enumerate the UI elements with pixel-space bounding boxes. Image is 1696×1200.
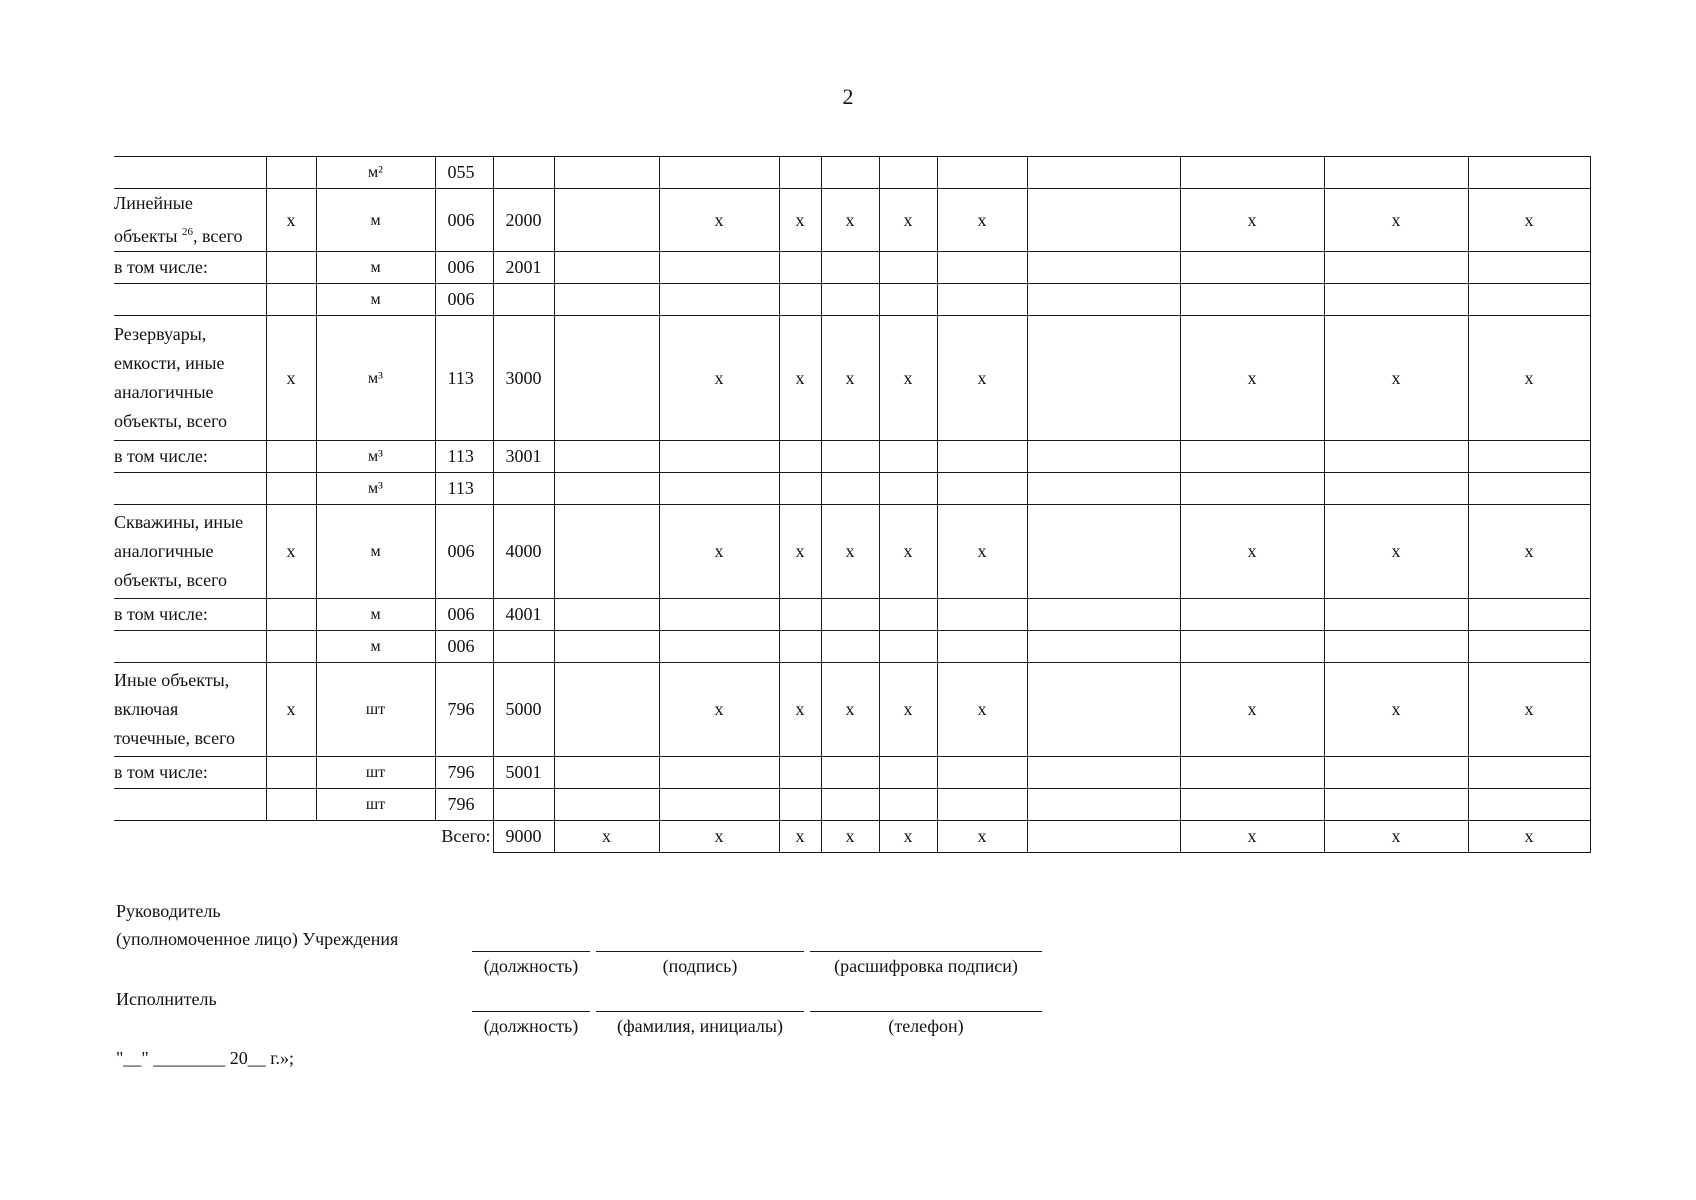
- head-signature-line: [596, 951, 804, 952]
- cell-c13: [1324, 757, 1468, 789]
- cell-c11: [1027, 473, 1180, 505]
- okei-code-cell: 006: [435, 599, 493, 631]
- cell-c14: x: [1468, 316, 1590, 441]
- cell-c8: [821, 252, 879, 284]
- cell-c11: [1027, 505, 1180, 599]
- cell-c8: [821, 757, 879, 789]
- report-table: [114, 156, 1591, 853]
- cell-c13: [1324, 157, 1468, 189]
- cell-c9: x: [879, 316, 937, 441]
- okei-code-cell: 006: [435, 252, 493, 284]
- cell-c11: [1027, 189, 1180, 252]
- okei-code-cell: 006: [435, 189, 493, 252]
- cell-c6: [659, 252, 779, 284]
- line-code-cell: 2001: [493, 252, 554, 284]
- total-cell-c7: x: [779, 821, 821, 853]
- cell-c14: x: [1468, 663, 1590, 757]
- cell-c12: [1180, 631, 1324, 663]
- unit-cell: м³: [316, 441, 435, 473]
- cell-col1: [266, 599, 316, 631]
- row-name-cell: в том числе:: [114, 441, 266, 473]
- total-cell-c14: x: [1468, 821, 1590, 853]
- cell-c13: x: [1324, 505, 1468, 599]
- cell-c14: [1468, 789, 1590, 821]
- cell-c14: [1468, 284, 1590, 316]
- row-name-line: емкости, иные: [114, 353, 225, 373]
- unit-cell: м: [316, 599, 435, 631]
- cell-col1: x: [266, 316, 316, 441]
- cell-c9: [879, 757, 937, 789]
- table-row: [114, 631, 1590, 663]
- table-row: [114, 252, 1590, 284]
- cell-c11: [1027, 441, 1180, 473]
- cell-c12: x: [1180, 189, 1324, 252]
- cell-c9: x: [879, 189, 937, 252]
- cell-c10: [937, 157, 1027, 189]
- line-code-cell: 2000: [493, 189, 554, 252]
- cell-c5: [554, 157, 659, 189]
- cell-c7: [779, 599, 821, 631]
- cell-c12: [1180, 599, 1324, 631]
- head-label-1: Руководитель: [116, 901, 221, 921]
- cell-c12: x: [1180, 316, 1324, 441]
- cell-c6: [659, 441, 779, 473]
- cell-c7: [779, 631, 821, 663]
- row-name-cell: [114, 189, 266, 252]
- total-cell-c6: x: [659, 821, 779, 853]
- exec-name-line: [596, 1011, 804, 1012]
- exec-caption-phone: (телефон): [888, 1016, 964, 1036]
- cell-c14: [1468, 631, 1590, 663]
- cell-c10: [937, 631, 1027, 663]
- total-cell-c10: x: [937, 821, 1027, 853]
- unit-cell: м: [316, 284, 435, 316]
- row-name-cell: [114, 316, 266, 441]
- cell-c5: [554, 757, 659, 789]
- cell-c8: [821, 473, 879, 505]
- executor-label: Исполнитель: [116, 989, 217, 1009]
- exec-phone-line: [810, 1011, 1042, 1012]
- cell-c9: [879, 284, 937, 316]
- cell-c9: [879, 441, 937, 473]
- cell-c13: [1324, 284, 1468, 316]
- cell-c8: [821, 284, 879, 316]
- row-name-cell: в том числе:: [114, 757, 266, 789]
- row-name-cell: [114, 663, 266, 757]
- table-row: [114, 789, 1590, 821]
- cell-c8: [821, 599, 879, 631]
- cell-c7: x: [779, 505, 821, 599]
- cell-c14: x: [1468, 505, 1590, 599]
- cell-c9: [879, 789, 937, 821]
- line-code-cell: 5000: [493, 663, 554, 757]
- line-code-cell: 4000: [493, 505, 554, 599]
- cell-c11: [1027, 316, 1180, 441]
- cell-c12: [1180, 473, 1324, 505]
- unit-cell: шт: [316, 663, 435, 757]
- total-cell-c9: x: [879, 821, 937, 853]
- cell-c13: [1324, 252, 1468, 284]
- exec-caption-name: (фамилия, инициалы): [617, 1016, 783, 1036]
- row-name-line: точечные, всего: [114, 728, 236, 748]
- cell-c8: x: [821, 316, 879, 441]
- total-line-code: 9000: [493, 821, 554, 853]
- unit-cell: шт: [316, 757, 435, 789]
- head-label-2: (уполномоченное лицо) Учреждения: [116, 929, 399, 949]
- row-name-cell: в том числе:: [114, 252, 266, 284]
- okei-code-cell: 006: [435, 631, 493, 663]
- cell-c5: [554, 663, 659, 757]
- cell-c9: x: [879, 505, 937, 599]
- row-name-line: Линейные: [114, 193, 193, 213]
- table-row: [114, 757, 1590, 789]
- cell-c5: [554, 473, 659, 505]
- row-name-cell: [114, 157, 266, 189]
- cell-c8: x: [821, 189, 879, 252]
- total-cell-c5: x: [554, 821, 659, 853]
- cell-c6: [659, 789, 779, 821]
- line-code-cell: [493, 473, 554, 505]
- head-position-line: [472, 951, 590, 952]
- table-body: [114, 157, 1590, 853]
- row-name-line: включая: [114, 699, 179, 719]
- cell-c10: [937, 757, 1027, 789]
- unit-cell: м²: [316, 157, 435, 189]
- cell-c5: [554, 316, 659, 441]
- cell-c9: [879, 631, 937, 663]
- cell-c12: x: [1180, 663, 1324, 757]
- cell-c5: [554, 789, 659, 821]
- table-row: [114, 441, 1590, 473]
- cell-col1: [266, 157, 316, 189]
- cell-c11: [1027, 663, 1180, 757]
- table-row: [114, 663, 1590, 757]
- cell-c7: [779, 441, 821, 473]
- cell-col1: [266, 284, 316, 316]
- okei-code-cell: 006: [435, 284, 493, 316]
- total-row: [114, 821, 1590, 853]
- cell-c13: x: [1324, 663, 1468, 757]
- exec-caption-position: (должность): [483, 1016, 579, 1036]
- okei-code-cell: 113: [435, 441, 493, 473]
- cell-c13: [1324, 441, 1468, 473]
- unit-cell: м: [316, 505, 435, 599]
- cell-c14: x: [1468, 189, 1590, 252]
- cell-c14: [1468, 473, 1590, 505]
- cell-c11: [1027, 599, 1180, 631]
- cell-c10: x: [937, 189, 1027, 252]
- cell-c6: x: [659, 505, 779, 599]
- head-caption-decoding: (расшифровка подписи): [834, 956, 1018, 976]
- cell-c10: x: [937, 663, 1027, 757]
- cell-c6: [659, 284, 779, 316]
- unit-cell: м: [316, 252, 435, 284]
- cell-c13: [1324, 631, 1468, 663]
- row-name-cell: [114, 631, 266, 663]
- cell-c6: x: [659, 663, 779, 757]
- exec-position-line: [472, 1011, 590, 1012]
- cell-c12: [1180, 284, 1324, 316]
- cell-c7: [779, 473, 821, 505]
- cell-c14: [1468, 757, 1590, 789]
- unit-cell: м: [316, 631, 435, 663]
- cell-col1: x: [266, 505, 316, 599]
- unit-cell: м: [316, 189, 435, 252]
- unit-cell: м³: [316, 473, 435, 505]
- cell-c7: [779, 284, 821, 316]
- line-code-cell: 3000: [493, 316, 554, 441]
- cell-c8: x: [821, 505, 879, 599]
- cell-c8: [821, 631, 879, 663]
- cell-c12: [1180, 789, 1324, 821]
- table-row: [114, 505, 1590, 599]
- cell-c6: [659, 473, 779, 505]
- cell-c5: [554, 599, 659, 631]
- cell-c7: [779, 789, 821, 821]
- cell-col1: [266, 441, 316, 473]
- cell-c12: x: [1180, 505, 1324, 599]
- cell-c10: [937, 789, 1027, 821]
- cell-c11: [1027, 631, 1180, 663]
- table-row: [114, 599, 1590, 631]
- row-name-cell: [114, 473, 266, 505]
- table-row: [114, 316, 1590, 441]
- cell-c9: [879, 473, 937, 505]
- line-code-cell: [493, 157, 554, 189]
- cell-col1: x: [266, 663, 316, 757]
- cell-c11: [1027, 757, 1180, 789]
- cell-c13: [1324, 599, 1468, 631]
- table-row: [114, 157, 1590, 189]
- total-cell-c11: [1027, 821, 1180, 853]
- row-name-text: объекты: [114, 226, 178, 246]
- okei-code-cell: 006: [435, 505, 493, 599]
- total-cell-c13: x: [1324, 821, 1468, 853]
- row-name-line: аналогичные: [114, 541, 214, 561]
- cell-col1: [266, 757, 316, 789]
- cell-c10: [937, 441, 1027, 473]
- cell-col1: [266, 252, 316, 284]
- cell-c10: x: [937, 316, 1027, 441]
- cell-c6: x: [659, 189, 779, 252]
- cell-c8: x: [821, 663, 879, 757]
- cell-c7: [779, 157, 821, 189]
- row-name-line: аналогичные: [114, 382, 214, 402]
- cell-col1: x: [266, 189, 316, 252]
- cell-c5: [554, 189, 659, 252]
- okei-code-cell: 113: [435, 316, 493, 441]
- cell-c13: x: [1324, 316, 1468, 441]
- okei-code-cell: 113: [435, 473, 493, 505]
- cell-c12: [1180, 252, 1324, 284]
- cell-c10: [937, 473, 1027, 505]
- cell-c10: x: [937, 505, 1027, 599]
- cell-c5: [554, 505, 659, 599]
- cell-c11: [1027, 284, 1180, 316]
- cell-c12: [1180, 441, 1324, 473]
- cell-c6: x: [659, 316, 779, 441]
- cell-c14: [1468, 441, 1590, 473]
- cell-c8: [821, 441, 879, 473]
- cell-c9: [879, 252, 937, 284]
- cell-c14: [1468, 157, 1590, 189]
- cell-c5: [554, 441, 659, 473]
- unit-cell: шт: [316, 789, 435, 821]
- table-row: [114, 189, 1590, 252]
- cell-c7: x: [779, 189, 821, 252]
- line-code-cell: 4001: [493, 599, 554, 631]
- cell-c5: [554, 631, 659, 663]
- page-number: 2: [842, 84, 854, 109]
- table-row: [114, 284, 1590, 316]
- footnote-ref: 26: [181, 226, 193, 238]
- cell-c6: [659, 599, 779, 631]
- cell-c7: [779, 252, 821, 284]
- cell-c6: [659, 631, 779, 663]
- line-code-cell: [493, 284, 554, 316]
- okei-code-cell: 796: [435, 757, 493, 789]
- row-name-line: [114, 218, 262, 251]
- unit-cell: м³: [316, 316, 435, 441]
- cell-c10: [937, 599, 1027, 631]
- cell-c7: x: [779, 663, 821, 757]
- cell-c9: [879, 157, 937, 189]
- cell-c8: [821, 789, 879, 821]
- row-name-text: , всего: [192, 226, 243, 246]
- cell-c13: [1324, 473, 1468, 505]
- row-name-line: Иные объекты,: [114, 670, 230, 690]
- cell-c7: x: [779, 316, 821, 441]
- total-label: Всего:: [114, 821, 493, 853]
- cell-c8: [821, 157, 879, 189]
- cell-col1: [266, 789, 316, 821]
- line-code-cell: 3001: [493, 441, 554, 473]
- cell-c11: [1027, 789, 1180, 821]
- cell-c13: [1324, 789, 1468, 821]
- row-name-cell: [114, 789, 266, 821]
- cell-c5: [554, 284, 659, 316]
- head-decoding-line: [810, 951, 1042, 952]
- cell-c10: [937, 252, 1027, 284]
- cell-c13: x: [1324, 189, 1468, 252]
- cell-c7: [779, 757, 821, 789]
- row-name-cell: [114, 505, 266, 599]
- line-code-cell: [493, 789, 554, 821]
- row-name-line: объекты, всего: [114, 411, 228, 431]
- cell-c14: [1468, 252, 1590, 284]
- cell-c5: [554, 252, 659, 284]
- row-name-line: Резервуары,: [114, 324, 207, 344]
- line-code-cell: [493, 631, 554, 663]
- date-line: "__" ________ 20__ г.»;: [116, 1048, 295, 1068]
- cell-c9: [879, 599, 937, 631]
- cell-col1: [266, 473, 316, 505]
- cell-c9: x: [879, 663, 937, 757]
- line-code-cell: 5001: [493, 757, 554, 789]
- cell-c10: [937, 284, 1027, 316]
- cell-c11: [1027, 252, 1180, 284]
- row-name-line: объекты, всего: [114, 570, 228, 590]
- cell-c6: [659, 157, 779, 189]
- row-name-cell: в том числе:: [114, 599, 266, 631]
- cell-c14: [1468, 599, 1590, 631]
- okei-code-cell: 796: [435, 663, 493, 757]
- cell-c6: [659, 757, 779, 789]
- cell-c11: [1027, 157, 1180, 189]
- cell-c12: [1180, 757, 1324, 789]
- row-name-cell: [114, 284, 266, 316]
- table-row: [114, 473, 1590, 505]
- head-caption-position: (должность): [483, 956, 579, 976]
- okei-code-cell: 796: [435, 789, 493, 821]
- cell-c12: [1180, 157, 1324, 189]
- head-caption-signature: (подпись): [662, 956, 738, 976]
- total-cell-c8: x: [821, 821, 879, 853]
- row-name-line: Скважины, иные: [114, 512, 244, 532]
- total-cell-c12: x: [1180, 821, 1324, 853]
- cell-col1: [266, 631, 316, 663]
- okei-code-cell: 055: [435, 157, 493, 189]
